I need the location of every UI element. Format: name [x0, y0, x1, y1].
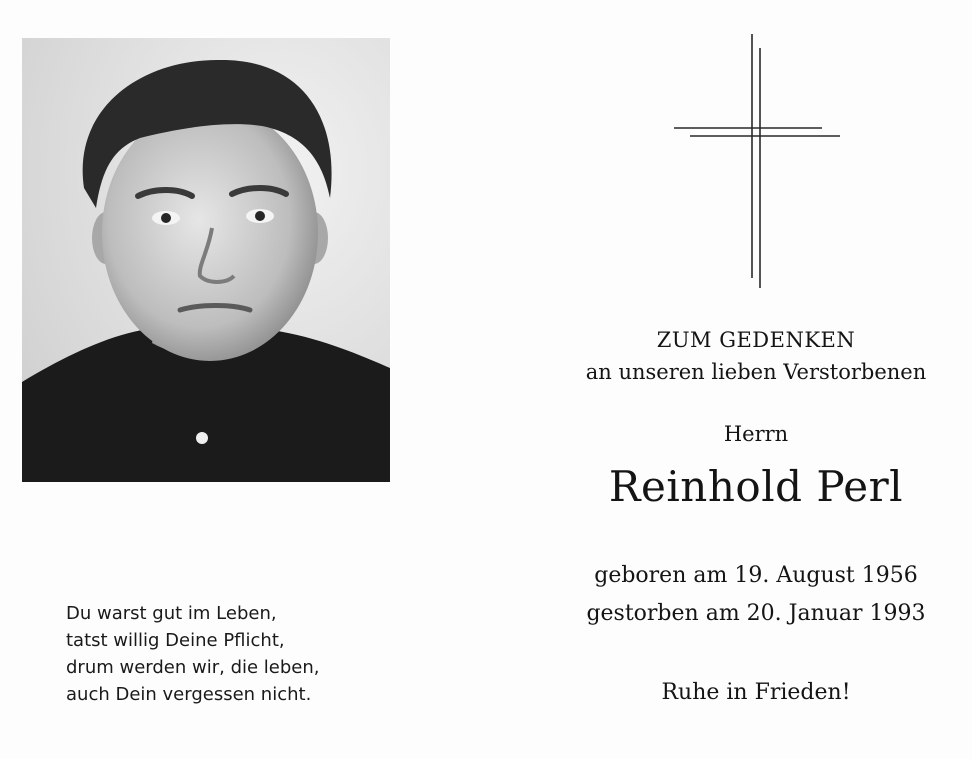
closing-phrase: Ruhe in Frieden!	[661, 680, 851, 705]
deceased-name: Reinhold Perl	[608, 462, 904, 511]
poem-line: drum werden wir, die leben,	[66, 657, 320, 678]
poem-line: Du warst gut im Leben,	[66, 603, 277, 624]
birth-date: geboren am 19. August 1956	[594, 563, 918, 588]
cross-icon	[672, 34, 842, 288]
memorial-poem	[66, 600, 386, 708]
portrait-illustration	[22, 38, 390, 482]
memorial-heading: ZUM GEDENKEN	[656, 328, 856, 352]
portrait-photo	[22, 38, 390, 482]
salutation: Herrn	[723, 422, 789, 446]
poem-line: tatst willig Deine Pflicht,	[66, 630, 285, 651]
poem-line: auch Dein vergessen nicht.	[66, 684, 312, 705]
death-date: gestorben am 20. Januar 1993	[586, 601, 926, 626]
memorial-subheading: an unseren lieben Verstorbenen	[585, 360, 927, 384]
